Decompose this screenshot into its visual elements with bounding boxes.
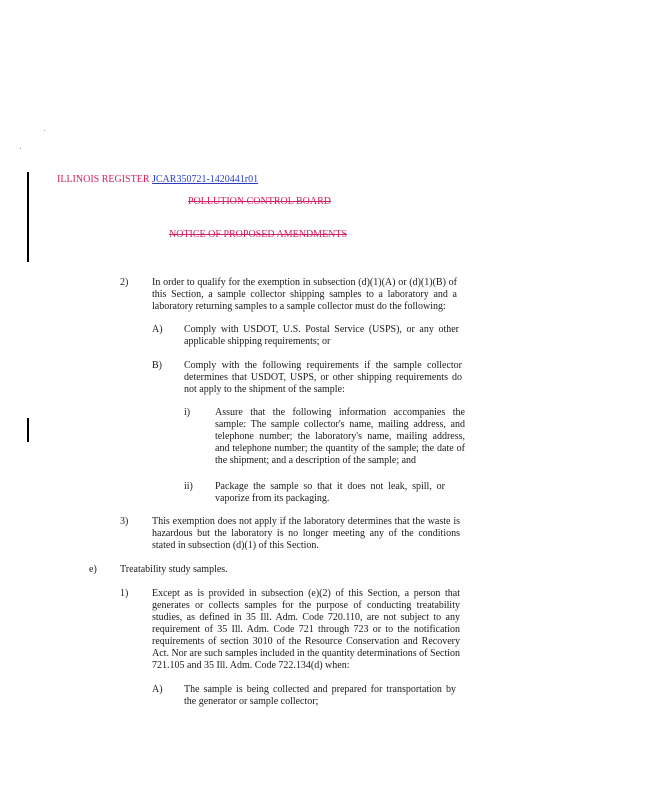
scan-speck bbox=[20, 148, 21, 149]
paragraph: In order to qualify for the exemption in subsection (d)(1)(A) or (d)(1)(B) of this Section, a sample collector shipping samples to a laboratory and a laboratory returning samples to a sample collector must do the following: bbox=[152, 277, 457, 312]
item-number: 1) bbox=[120, 588, 129, 599]
item-number: ii) bbox=[184, 481, 193, 492]
notice-title: NOTICE OF PROPOSED AMENDMENTS bbox=[169, 229, 348, 240]
paragraph: Comply with the following requirements if the sample collector determines that USDOT, USPS, or other shipping requirements do not apply to the shipment of the sample: bbox=[184, 360, 462, 395]
item-number: i) bbox=[184, 407, 191, 418]
scan-speck bbox=[44, 130, 45, 131]
document-id: JCAR350721-1420441r01 bbox=[152, 174, 259, 185]
item-number: e) bbox=[89, 564, 97, 575]
item-number: 3) bbox=[120, 516, 129, 527]
paragraph: Comply with USDOT, U.S. Postal Service (USPS), or any other applicable shipping requirements; or bbox=[184, 324, 459, 347]
section-heading: Treatability study samples. bbox=[120, 564, 228, 575]
paragraph: Package the sample so that it does not leak, spill, or vaporize from its packaging. bbox=[215, 481, 445, 504]
change-bar bbox=[27, 418, 29, 442]
item-number: A) bbox=[152, 324, 163, 335]
paragraph: This exemption does not apply if the laboratory determines that the waste is hazardous but the laboratory is no longer meeting any of the conditions stated in subsection (d)(1) of this Section. bbox=[152, 516, 460, 551]
paragraph: Except as is provided in subsection (e)(2) of this Section, a person that generates or collects samples for the purpose of conducting treatability studies, as defined in 35 Ill. Adm. Code 720.110, are not subject to any requirement of 35 Ill. Adm. Code 721 through 723 or to the notification requirements of section 3010 of the Resource Conservation and Recovery Act. Nor are such samples included in the quantity determinations of Section 721.105 and 35 Ill. Adm. Code 722.134(d) when: bbox=[152, 588, 460, 671]
paragraph: Assure that the following information accompanies the sample: The sample collector's name, mailing address, and telephone number; the laboratory's name, mailing address, and telephone number; the quantity of the sample; the date of the shipment; and a description of the sample; and bbox=[215, 407, 465, 466]
board-name: POLLUTION CONTROL BOARD bbox=[188, 196, 331, 207]
register-label: ILLINOIS REGISTER bbox=[57, 174, 150, 185]
change-bar bbox=[27, 172, 29, 262]
paragraph: The sample is being collected and prepared for transportation by the generator or sample collector; bbox=[184, 684, 456, 707]
item-number: 2) bbox=[120, 277, 129, 288]
item-number: B) bbox=[152, 360, 162, 371]
item-number: A) bbox=[152, 684, 163, 695]
register-header bbox=[57, 174, 258, 186]
